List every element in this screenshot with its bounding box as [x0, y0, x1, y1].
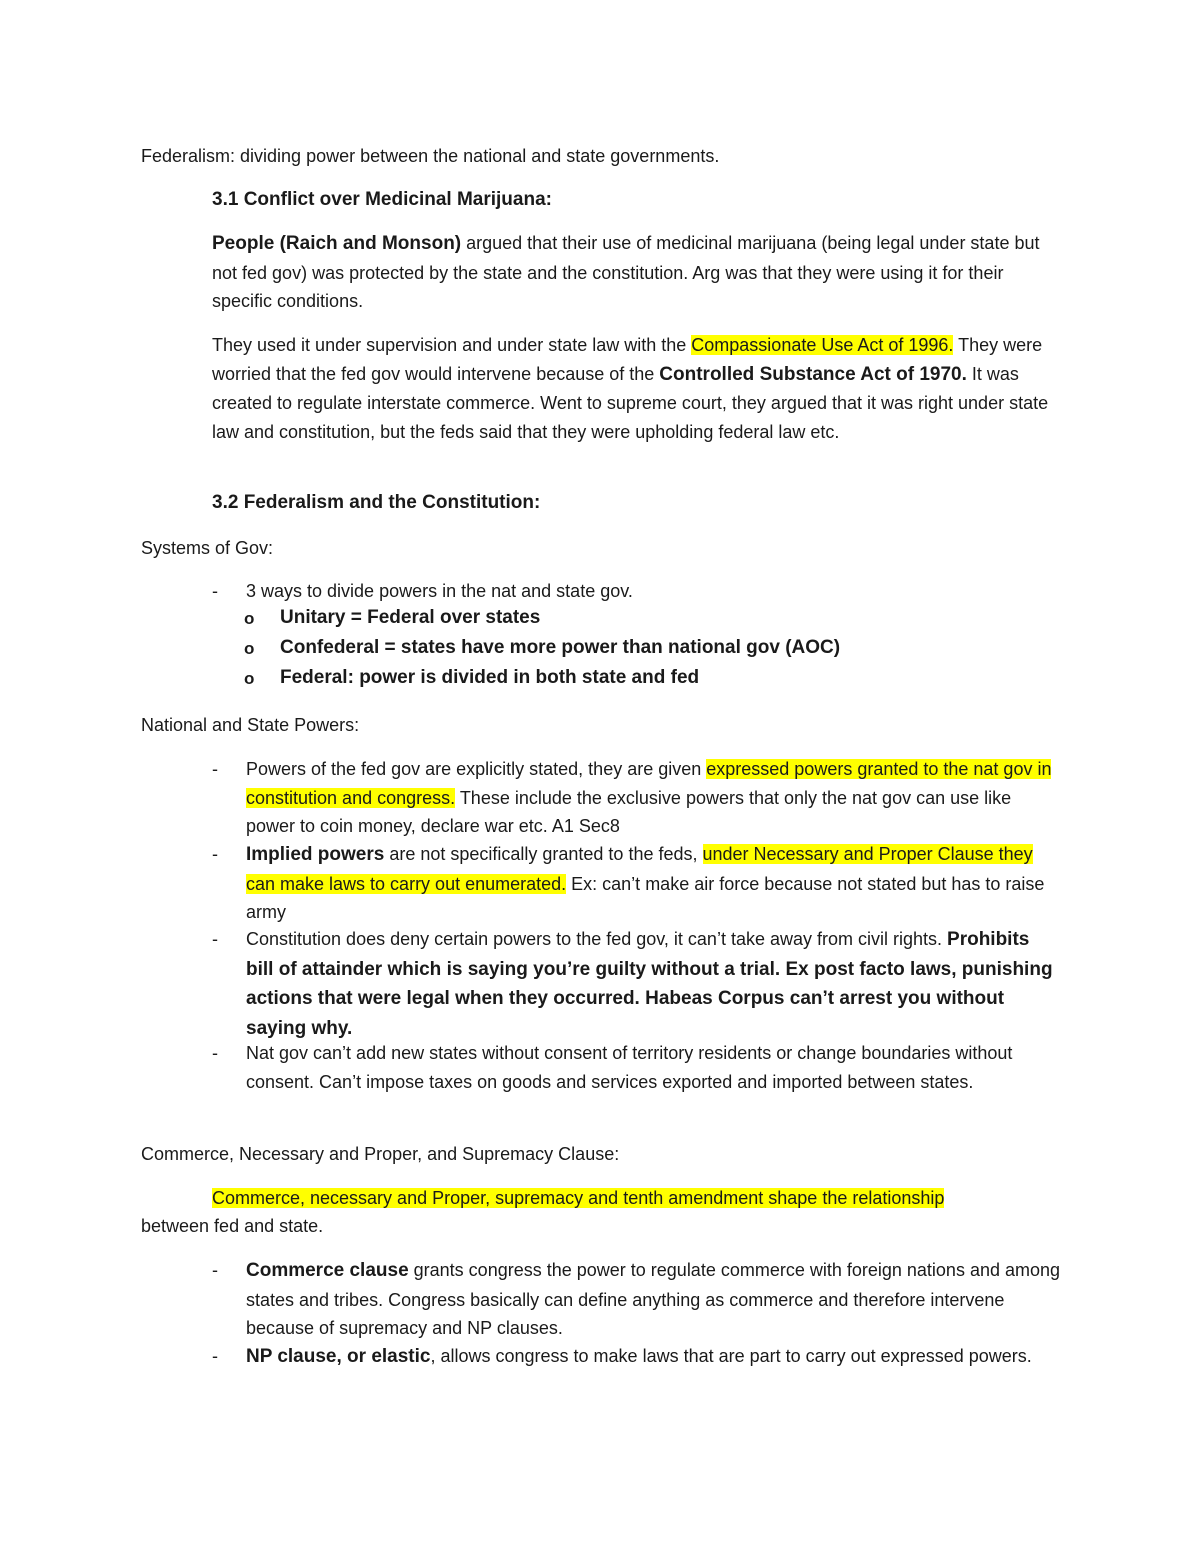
- sub-item-unitary: [244, 604, 541, 633]
- powers-bullet-4: Nat gov can’t add new states without consent of territory residents or change boundaries without consent. Can’t impose taxes on goods and services exported and imported between states.: [246, 1043, 1013, 1092]
- national-state-powers-label: National and State Powers:: [141, 715, 360, 735]
- np-clause-bold: NP clause, or elastic: [246, 1346, 431, 1367]
- sub-marker: o: [244, 609, 255, 628]
- prohibits-bold: Prohibits bill of attainder which is saying you’re guilty without a trial. Ex post facto laws, punishing actions that were legal when they occurred. Habeas Corpus can’t arrest you without saying why.: [246, 929, 1053, 1039]
- b1-a: Powers of the fed gov are explicitly stated, they are given: [246, 759, 707, 779]
- controlled-substance-act: Controlled Substance Act of 1970.: [659, 363, 967, 385]
- section-3-1-heading: 3.1 Conflict over Medicinal Marijuana:: [212, 189, 552, 210]
- intro-text: [141, 142, 1041, 171]
- compassionate-use-act-highlight: Compassionate Use Act of 1996.: [691, 335, 954, 355]
- sub-marker: o: [244, 639, 255, 658]
- systems-of-gov-label: Systems of Gov:: [141, 538, 274, 558]
- c1-rest: grants congress the power to regulate commerce with foreign nations and among states and tribes. Congress basically can define anything as commerce and therefore intervene because of supremacy and NP clauses.: [246, 1260, 1061, 1339]
- systems-bullet: 3 ways to divide powers in the nat and state gov.: [246, 581, 633, 601]
- b1-b: These include the exclusive powers that only the nat gov can use like power to coin money, declare war etc. A1 Sec8: [246, 787, 1012, 837]
- necessary-proper-highlight: under Necessary and Proper Clause they can make laws to carry out enumerated.: [246, 844, 1033, 894]
- section-3-2-heading: 3.2 Federalism and the Constitution:: [212, 492, 541, 513]
- sub-marker: o: [244, 669, 255, 688]
- p2-a: They used it under supervision and under state law with the: [212, 335, 692, 355]
- commerce-bullet-1: [246, 1256, 1061, 1343]
- bullet-dash: -: [212, 1260, 218, 1280]
- bullet-dash: -: [212, 581, 218, 601]
- commerce-highlight-line: [212, 1184, 1072, 1213]
- sub-item-text: Confederal = states have more power than national gov (AOC): [280, 637, 841, 658]
- bullet-dash: -: [212, 1043, 218, 1063]
- b2-a: are not specifically granted to the feds,: [384, 844, 703, 864]
- commerce-bullet-2: [246, 1342, 1036, 1372]
- section-3-1-paragraph-1: [212, 229, 1057, 316]
- commerce-highlight: Commerce, necessary and Proper, supremacy and tenth amendment shape the relationship: [212, 1188, 945, 1208]
- p2-b: They were worried that the fed gov would intervene because of the: [212, 335, 1043, 384]
- commerce-rest-line: between fed and state.: [141, 1216, 324, 1236]
- bullet-dash: -: [212, 1346, 218, 1366]
- expressed-powers-highlight: expressed powers granted to the nat gov in constitution and congress.: [246, 759, 1052, 808]
- commerce-np-supremacy-label: Commerce, Necessary and Proper, and Supremacy Clause:: [141, 1144, 620, 1164]
- b3-a: Constitution does deny certain powers to the fed gov, it can’t take away from civil rights.: [246, 929, 948, 949]
- intro-span: Federalism: dividing power between the national and state governments.: [141, 146, 720, 166]
- implied-powers-bold: Implied powers: [246, 844, 385, 865]
- commerce-clause-bold: Commerce clause: [246, 1260, 409, 1281]
- section-3-1-paragraph-2: [212, 331, 1060, 446]
- sub-item-text: Federal: power is divided in both state and fed: [280, 667, 700, 688]
- powers-bullet-3: [246, 925, 1054, 1043]
- b2-b: Ex: can’t make air force because not stated but has to raise army: [246, 873, 1045, 923]
- sub-item-text: Unitary = Federal over states: [280, 607, 541, 628]
- powers-bullet-1: [246, 755, 1058, 841]
- c2-rest: , allows congress to make laws that are part to carry out expressed powers.: [430, 1346, 1032, 1366]
- bullet-dash: -: [212, 844, 218, 864]
- p1-rest: argued that their use of medicinal marijuana (being legal under state but not fed gov) was protected by the state and the constitution. Arg was that they were using it for their specific conditions.: [212, 233, 1040, 312]
- sub-item-federal: [244, 664, 700, 693]
- p2-c: It was created to regulate interstate commerce. Went to supreme court, they argued that it was right under state law and constitution, but the feds said that they were upholding federal law etc.: [212, 363, 1049, 442]
- powers-bullet-2: [246, 840, 1058, 927]
- people-bold: People (Raich and Monson): [212, 233, 462, 254]
- bullet-dash: -: [212, 759, 218, 779]
- bullet-dash: -: [212, 929, 218, 949]
- sub-item-confederal: [244, 634, 841, 663]
